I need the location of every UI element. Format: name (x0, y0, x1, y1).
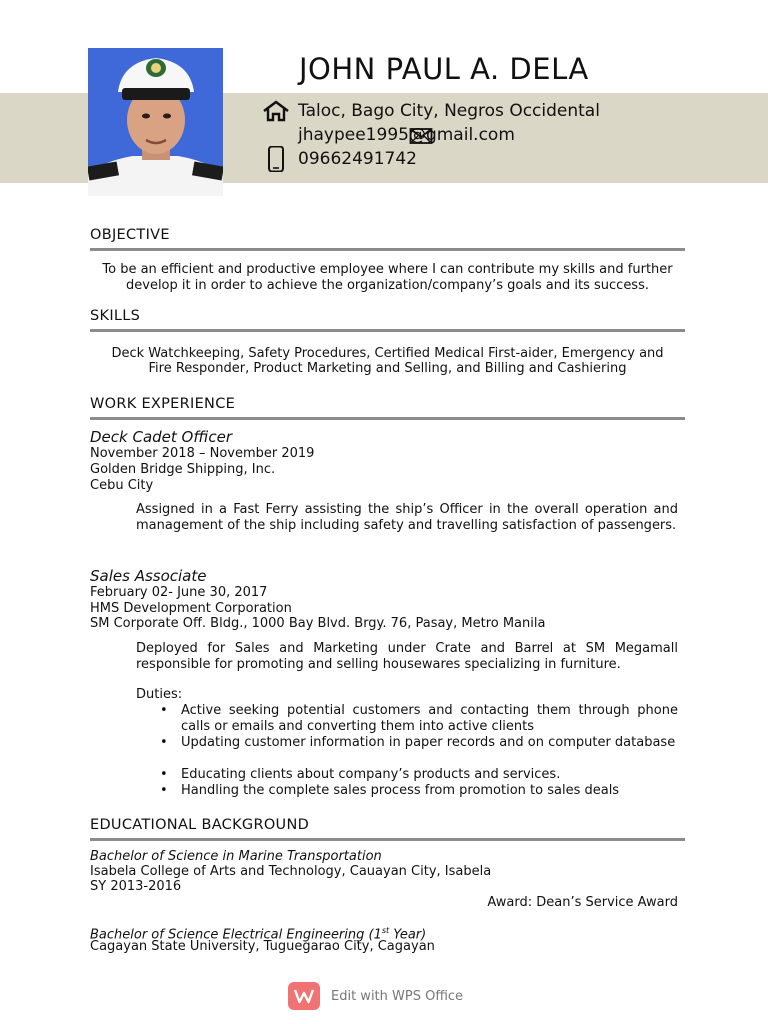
profile-photo (88, 48, 223, 196)
objective-line-2: develop it in order to achieve the organization/company’s goals and its success. (126, 278, 649, 293)
section-title: SKILLS (90, 308, 141, 324)
phone-text[interactable]: 09662491742 (298, 149, 417, 169)
degree-title: Bachelor of Science Electrical Engineering (1st Year) (90, 926, 427, 943)
duties-label: Duties: (136, 687, 183, 702)
section-divider (90, 417, 685, 420)
degree-title: Bachelor of Science in Marine Transportation (90, 849, 382, 864)
bullet-icon: • (160, 703, 168, 718)
bullet-icon: • (160, 735, 168, 750)
envelope-icon (409, 127, 433, 149)
email-text[interactable]: jhaypee1995@gmail.com (298, 125, 515, 145)
address-row (262, 99, 600, 123)
list-item: • Handling the complete sales process from promotion to sales deals (160, 783, 620, 798)
school-name: Isabela College of Arts and Technology, Cauayan City, Isabela (90, 864, 492, 879)
email-row (262, 123, 515, 147)
candidate-name: JOHN PAUL A. DELA (299, 52, 589, 86)
objective-section (90, 226, 685, 251)
award-text: Award: Dean’s Service Award (487, 895, 678, 910)
bullet-icon: • (160, 767, 168, 782)
section-divider (90, 838, 685, 841)
school-name: Cagayan State University, Tuguegarao City, Cagayan (90, 939, 435, 954)
skills-line-1: Deck Watchkeeping, Safety Procedures, Certified Medical First-aider, Emergency and (111, 346, 664, 361)
mobile-phone-icon (262, 147, 292, 171)
job-company: Golden Bridge Shipping, Inc. (90, 462, 276, 477)
bullet-icon: • (160, 783, 168, 798)
section-divider (90, 248, 685, 251)
section-title: OBJECTIVE (90, 227, 170, 243)
home-icon (262, 99, 292, 123)
list-item: • Updating customer information in paper records and on computer database (160, 735, 676, 750)
job-description: Deployed for Sales and Marketing under Crate and Barrel at SM Megamall responsible for promoting and selling housewares specializing in furniture. (136, 641, 678, 672)
phone-row (262, 147, 417, 171)
job-dates: February 02- June 30, 2017 (90, 585, 268, 600)
job-dates: November 2018 – November 2019 (90, 446, 315, 461)
list-item: • Active seeking potential customers and contacting them through phone calls or emails and converting them into active clients (160, 703, 678, 734)
section-title: EDUCATIONAL BACKGROUND (90, 817, 310, 833)
job-title: Sales Associate (90, 567, 207, 585)
wps-logo-icon (288, 982, 320, 1010)
skills-line-2: Fire Responder, Product Marketing and Selling, and Billing and Cashiering (148, 361, 627, 376)
wps-edit-banner[interactable] (288, 982, 463, 1010)
job-location: Cebu City (90, 478, 154, 493)
job-location: SM Corporate Off. Bldg., 1000 Bay Blvd. Brgy. 76, Pasay, Metro Manila (90, 616, 546, 631)
job-title: Deck Cadet Officer (90, 428, 232, 446)
education-section (90, 816, 685, 841)
list-item: • Educating clients about company’s products and services. (160, 767, 561, 782)
objective-line-1: To be an efficient and productive employee where I can contribute my skills and further (102, 262, 673, 277)
wps-edit-text[interactable]: Edit with WPS Office (331, 988, 464, 1004)
section-divider (90, 329, 685, 332)
skills-section (90, 307, 685, 332)
job-description: Assigned in a Fast Ferry assisting the ship’s Officer in the overall operation and management of the ship including safety and travelling satisfaction of passengers. (136, 502, 678, 533)
work-section (90, 395, 685, 420)
school-years: SY 2013-2016 (90, 879, 182, 894)
address-text: Taloc, Bago City, Negros Occidental (298, 101, 600, 121)
job-company: HMS Development Corporation (90, 601, 292, 616)
section-title: WORK EXPERIENCE (90, 396, 236, 412)
